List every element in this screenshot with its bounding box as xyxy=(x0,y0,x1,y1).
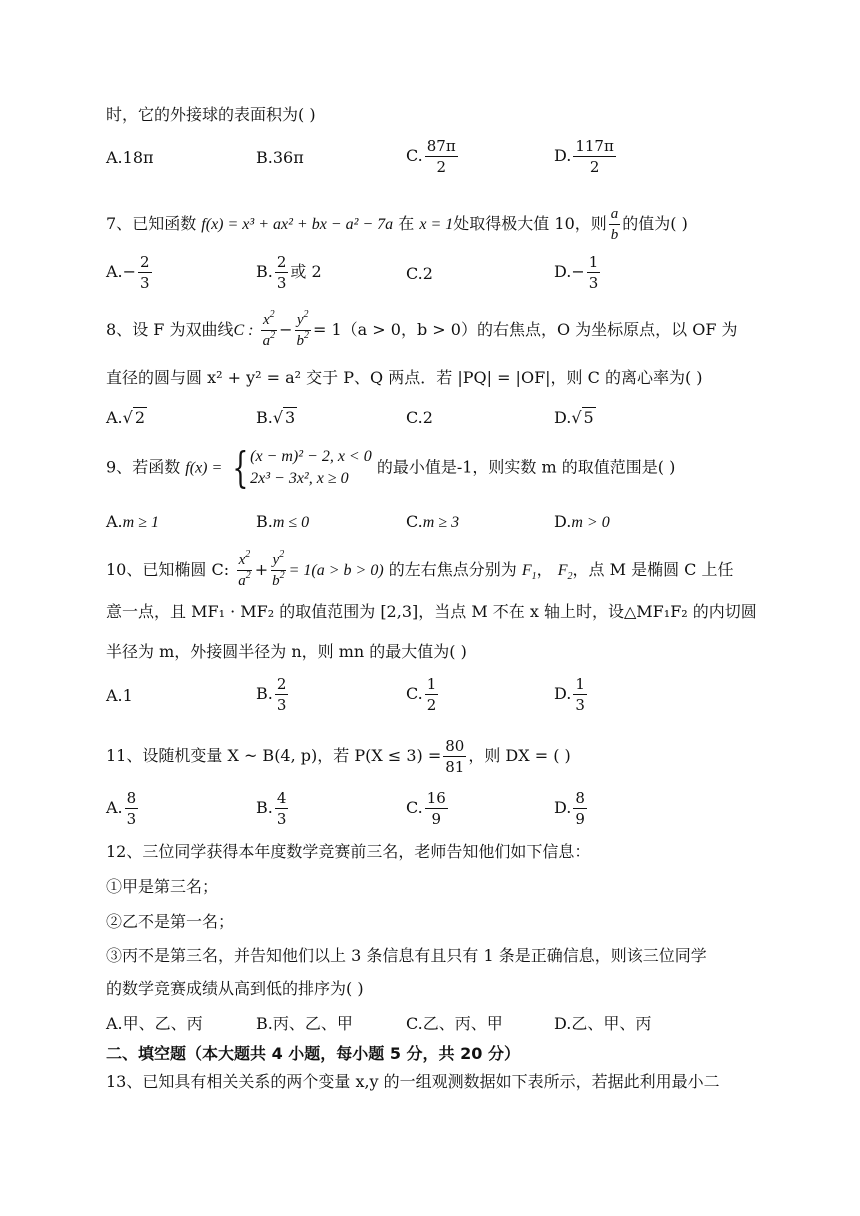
q11-stem: 11、设随机变量 X ~ B(4, p)，若 P(X ≤ 3) = $\frac{80}{81}$ ，则 DX = ( ) xyxy=(106,737,571,776)
q10-option-d: D. $\frac{1}{3}$ xyxy=(554,675,585,714)
q9-option-d: D.m > 0 xyxy=(554,512,610,531)
q6-option-b: B.36π xyxy=(256,148,304,167)
q7-option-d: D.− $\frac{1}{3}$ xyxy=(554,253,599,292)
q8-stem-line1: 8、设 F 为双曲线C : $\frac{x^2}{a^2}$ − $\frac{y^2}{b^2}$ = 1（a > 0，b > 0）的右焦点，O 为坐标原点，以 OF 为 xyxy=(106,309,738,349)
q11-option-b: B. $\frac{4}{3}$ xyxy=(256,789,287,828)
q8-option-a: A.√ 2 xyxy=(106,408,146,427)
q11-option-c: C. $\frac{16}{9}$ xyxy=(406,789,446,828)
q7-option-c: C.2 xyxy=(406,264,433,283)
q12-item-3: ③丙不是第三名，并告知他们以上 3 条信息有且只有 1 条是正确信息，则该三位同学 xyxy=(106,946,707,965)
q8-option-d: D.√ 5 xyxy=(554,408,594,427)
q12-option-c: C.乙、丙、甲 xyxy=(406,1014,503,1033)
q12-option-a: A.甲、乙、丙 xyxy=(106,1014,203,1033)
q6-option-a: A.18π xyxy=(106,148,154,167)
q8-stem-line2: 直径的圆与圆 x² + y² = a² 交于 P、Q 两点．若 |PQ| = |OF|，则 C 的离心率为( ) xyxy=(106,368,703,387)
q12-option-d: D.乙、甲、丙 xyxy=(554,1014,652,1033)
q8-option-c: C.2 xyxy=(406,408,433,427)
q12-item-4: 的数学竞赛成绩从高到低的排序为( ) xyxy=(106,979,364,998)
q11-option-a: A. $\frac{8}{3}$ xyxy=(106,789,137,828)
q13-stem-line1: 13、已知具有相关关系的两个变量 x,y 的一组观测数据如下表所示，若据此利用最小二 xyxy=(106,1072,720,1091)
q10-stem-line1: 10、已知椭圆 C: $\frac{x^2}{a^2}$ + $\frac{y^2}{b^2}$ = 1(a > b > 0) 的左右焦点分别为 $F_1$， $F_2$，点 M 是椭圆 C 上任 xyxy=(106,549,734,589)
q10-option-c: C. $\frac{1}{2}$ xyxy=(406,675,437,714)
q9-option-b: B.m ≤ 0 xyxy=(256,512,310,531)
section-heading-fill-in: 二、填空题（本大题共 4 小题，每小题 5 分，共 20 分） xyxy=(106,1044,520,1063)
q7-option-a: A.− $\frac{2}{3}$ xyxy=(106,253,150,292)
q9-stem: 9、若函数 f(x) = { (x − m)² − 2, x < 0 2x³ − 3x², x ≥ 0 的最小值是-1，则实数 m 的取值范围是( ) xyxy=(106,443,676,492)
q6-stem: 时，它的外接球的表面积为( ) xyxy=(106,105,316,124)
q7-stem: 7、已知函数 f(x) = x³ + ax² + bx − a² − 7a 在 x = 1处取得极大值 10，则 $\frac{a}{b}$ 的值为( ) xyxy=(106,206,688,243)
q12-option-b: B.丙、乙、甲 xyxy=(256,1014,353,1033)
q12-stem-line1: 12、三位同学获得本年度数学竞赛前三名，老师告知他们如下信息： xyxy=(106,842,591,861)
q10-stem-line2: 意一点，且 MF₁ · MF₂ 的取值范围为 [2,3]，当点 M 不在 x 轴上时，设△MF₁F₂ 的内切圆 xyxy=(106,602,757,621)
q12-item-1: ①甲是第三名； xyxy=(106,877,219,896)
q10-stem-line3: 半径为 m，外接圆半径为 n，则 mn 的最大值为( ) xyxy=(106,642,467,661)
q10-option-a: A.1 xyxy=(106,686,133,705)
q9-option-c: C.m ≥ 3 xyxy=(406,512,460,531)
q7-option-b: B. $\frac{2}{3}$ 或 2 xyxy=(256,253,322,292)
q6-option-c: C. $\frac{87\pi}{2}$ xyxy=(406,137,456,176)
q9-option-a: A.m ≥ 1 xyxy=(106,512,159,531)
q12-item-2: ②乙不是第一名； xyxy=(106,912,235,931)
q8-option-b: B.√ 3 xyxy=(256,408,296,427)
q11-option-d: D. $\frac{8}{9}$ xyxy=(554,789,585,828)
q6-option-d: D. $\frac{117\pi}{2}$ xyxy=(554,137,614,176)
q10-option-b: B. $\frac{2}{3}$ xyxy=(256,675,287,714)
